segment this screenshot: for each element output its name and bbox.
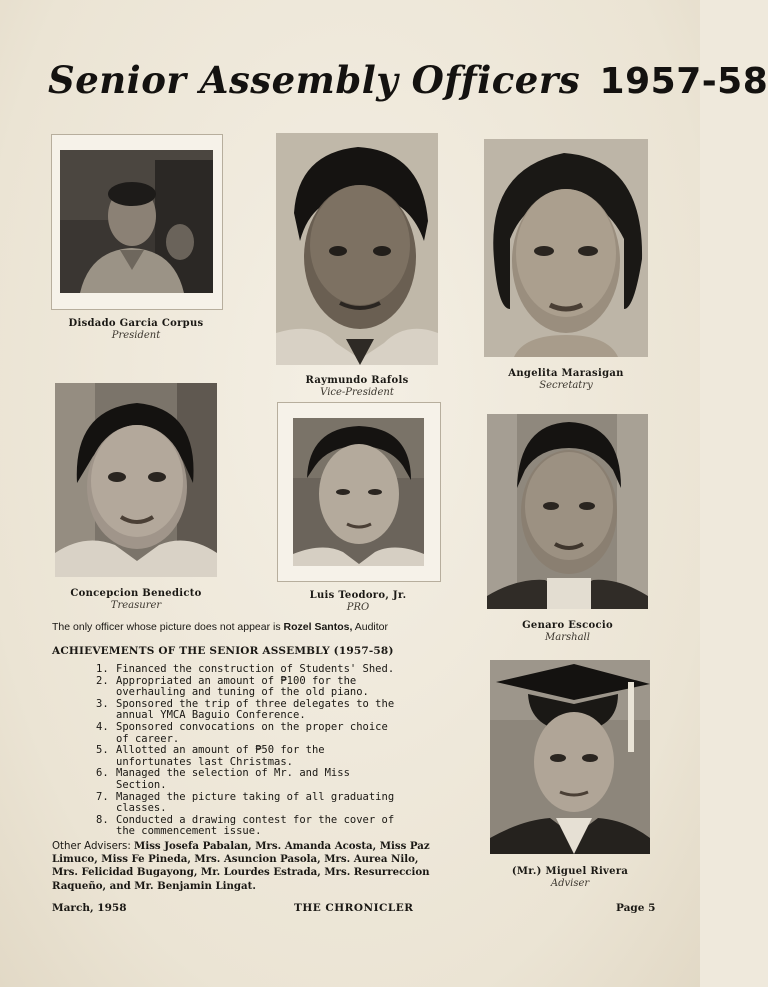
achievements-heading: ACHIEVEMENTS OF THE SENIOR ASSEMBLY (1957-58)	[52, 645, 394, 657]
officer-name: (Mr.) Miguel Rivera	[511, 866, 629, 877]
advisers-names: Miss Josefa Pabalan, Mrs. Amanda Acosta, Miss Paz Limuco, Miss Fe Pineda, Mrs. Asuncion Pasola, Mrs. Aurea Nilo, Mrs. Felicidad Bugayong, Mr. Lourdes Estrada, Mrs. Resurreccion Raqueño, and Mr. Benjamin Lingat.	[52, 840, 430, 892]
officer-name: Genaro Escocio	[522, 620, 613, 631]
list-item: 3. Sponsored the trip of three delegates to the annual YMCA Baguio Conference.	[96, 697, 395, 722]
photo-pro	[293, 418, 424, 566]
photo-treasurer	[55, 383, 217, 577]
photo-secretary	[484, 139, 648, 357]
caption-vice-president	[276, 375, 438, 399]
footer-date: March, 1958	[52, 902, 127, 914]
footer-publication: THE CHRONICLER	[294, 902, 414, 914]
officer-role: Treasurer	[110, 600, 162, 611]
caption-adviser	[490, 866, 650, 890]
officer-role: Adviser	[550, 878, 590, 889]
officer-role: Secretatry	[539, 380, 593, 391]
photo-president	[60, 150, 213, 293]
note-name: Rozel Santos,	[283, 621, 353, 633]
photo-adviser	[490, 660, 650, 854]
caption-marshall	[487, 620, 648, 644]
photo-vice-president	[276, 133, 438, 365]
caption-pro	[277, 590, 439, 614]
list-item: 6. Managed the selection of Mr. and Miss Section.	[96, 767, 350, 791]
list-item: 8. Conducted a drawing contest for the cover of the commencement issue.	[96, 813, 395, 838]
photo-marshall	[487, 414, 648, 609]
officer-name: Raymundo Rafols	[305, 375, 409, 386]
list-item: 5. Allotted an amount of ₱50 for the unfortunates last Christmas.	[96, 744, 325, 768]
officer-name: Luis Teodoro, Jr.	[309, 590, 407, 601]
missing-officer-note	[52, 621, 388, 633]
list-item: 2. Appropriated an amount of ₱100 for the overhauling and tuning of the old piano.	[96, 674, 369, 699]
officer-role: Marshall	[545, 632, 590, 643]
footer-page-number: Page 5	[616, 902, 656, 914]
officer-role: PRO	[346, 602, 370, 613]
list-item: 7. Managed the picture taking of all graduating classes.	[96, 790, 395, 815]
officer-name: Disdado Garcia Corpus	[68, 318, 204, 329]
achievements-list	[96, 664, 398, 838]
note-role: Auditor	[354, 621, 389, 633]
title-year: 1957-58	[599, 61, 768, 102]
note-text: The only officer whose picture does not appear is	[52, 621, 281, 633]
list-item: 4. Sponsored convocations on the proper choice of career.	[96, 720, 388, 745]
officer-role: Vice-President	[320, 387, 394, 398]
officer-role: President	[111, 330, 161, 341]
caption-treasurer	[55, 588, 217, 612]
list-item: 1. Financed the construction of Students' Shed.	[96, 663, 395, 675]
other-advisers	[52, 840, 444, 893]
officer-name: Concepcion Benedicto	[70, 588, 202, 599]
page-title	[48, 58, 768, 102]
officer-name: Angelita Marasigan	[508, 368, 624, 379]
caption-president	[51, 318, 221, 342]
photo-frame-pro	[277, 402, 441, 582]
caption-secretary	[484, 368, 648, 392]
title-text: Senior Assembly Officers	[48, 58, 581, 102]
photo-frame-president	[51, 134, 223, 310]
advisers-label: Other Advisers:	[52, 841, 131, 852]
